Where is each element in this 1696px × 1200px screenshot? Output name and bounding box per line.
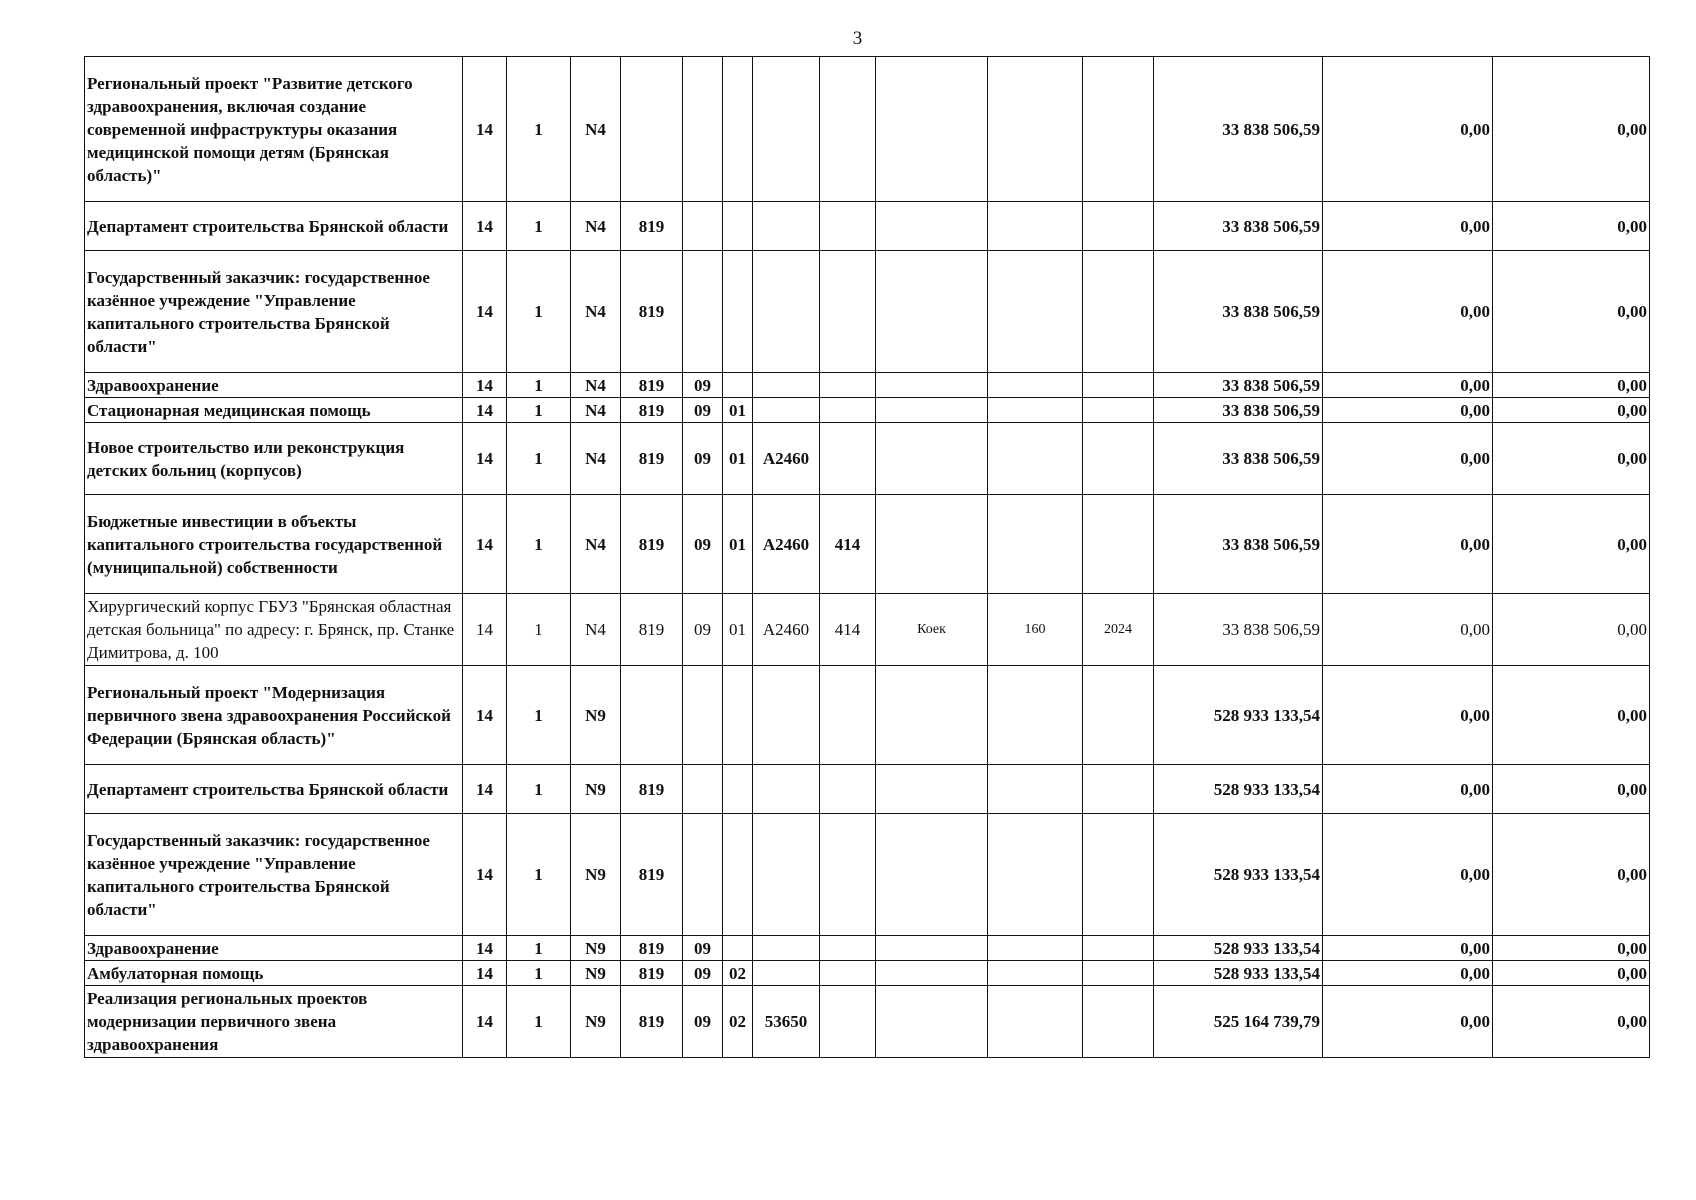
row-amount-1: 33 838 506,59 xyxy=(1154,202,1323,251)
row-name: Региональный проект "Модернизация первичного звена здравоохранения Российской Федерации (Брянская область)" xyxy=(85,666,463,765)
row-capacity xyxy=(988,57,1083,202)
row-unit xyxy=(876,986,988,1058)
row-name: Реализация региональных проектов модернизации первичного звена здравоохранения xyxy=(85,986,463,1058)
row-year xyxy=(1083,57,1154,202)
row-code-4: 819 xyxy=(621,495,683,594)
row-code-2: 1 xyxy=(507,495,571,594)
table-row xyxy=(85,666,1650,765)
row-code-8 xyxy=(820,251,876,373)
row-amount-1: 33 838 506,59 xyxy=(1154,594,1323,666)
row-unit xyxy=(876,398,988,423)
row-code-2: 1 xyxy=(507,423,571,495)
row-unit xyxy=(876,202,988,251)
row-amount-3: 0,00 xyxy=(1493,961,1650,986)
row-code-2: 1 xyxy=(507,57,571,202)
row-unit xyxy=(876,765,988,814)
row-year xyxy=(1083,251,1154,373)
row-code-7 xyxy=(753,765,820,814)
table-row xyxy=(85,936,1650,961)
row-code-6: 01 xyxy=(723,398,753,423)
row-code-1: 14 xyxy=(463,666,507,765)
row-code-7: А2460 xyxy=(753,495,820,594)
row-unit xyxy=(876,423,988,495)
row-name: Здравоохранение xyxy=(85,373,463,398)
table-row xyxy=(85,57,1650,202)
row-amount-2: 0,00 xyxy=(1323,765,1493,814)
row-code-1: 14 xyxy=(463,57,507,202)
row-code-8 xyxy=(820,936,876,961)
row-amount-1: 33 838 506,59 xyxy=(1154,373,1323,398)
row-amount-2: 0,00 xyxy=(1323,666,1493,765)
table-row xyxy=(85,814,1650,936)
row-amount-1: 33 838 506,59 xyxy=(1154,423,1323,495)
table-row xyxy=(85,398,1650,423)
row-amount-2: 0,00 xyxy=(1323,495,1493,594)
table-row xyxy=(85,986,1650,1058)
row-code-6: 02 xyxy=(723,961,753,986)
row-code-3: N4 xyxy=(571,202,621,251)
row-code-8 xyxy=(820,666,876,765)
row-code-6: 01 xyxy=(723,594,753,666)
row-code-3: N4 xyxy=(571,398,621,423)
row-code-4 xyxy=(621,57,683,202)
row-code-5 xyxy=(683,251,723,373)
row-code-6 xyxy=(723,373,753,398)
row-code-7: А2460 xyxy=(753,594,820,666)
row-unit xyxy=(876,373,988,398)
row-amount-1: 528 933 133,54 xyxy=(1154,961,1323,986)
table-row xyxy=(85,765,1650,814)
row-code-4: 819 xyxy=(621,765,683,814)
row-code-1: 14 xyxy=(463,986,507,1058)
row-code-7 xyxy=(753,961,820,986)
row-amount-3: 0,00 xyxy=(1493,423,1650,495)
row-unit xyxy=(876,57,988,202)
row-year xyxy=(1083,202,1154,251)
row-code-5 xyxy=(683,765,723,814)
row-code-5: 09 xyxy=(683,495,723,594)
row-code-1: 14 xyxy=(463,814,507,936)
row-code-4: 819 xyxy=(621,251,683,373)
row-amount-1: 33 838 506,59 xyxy=(1154,495,1323,594)
table-row xyxy=(85,594,1650,666)
row-unit xyxy=(876,936,988,961)
row-amount-1: 33 838 506,59 xyxy=(1154,251,1323,373)
row-name: Амбулаторная помощь xyxy=(85,961,463,986)
row-name: Здравоохранение xyxy=(85,936,463,961)
row-name: Региональный проект "Развитие детского здравоохранения, включая создание современной инфраструктуры оказания медицинской помощи детям (Брянская область)" xyxy=(85,57,463,202)
row-code-7 xyxy=(753,57,820,202)
row-code-8 xyxy=(820,423,876,495)
row-code-2: 1 xyxy=(507,202,571,251)
row-unit: Коек xyxy=(876,594,988,666)
row-code-3: N4 xyxy=(571,495,621,594)
table-row xyxy=(85,961,1650,986)
row-amount-2: 0,00 xyxy=(1323,814,1493,936)
row-code-6 xyxy=(723,814,753,936)
row-amount-3: 0,00 xyxy=(1493,202,1650,251)
row-code-4: 819 xyxy=(621,986,683,1058)
row-amount-3: 0,00 xyxy=(1493,986,1650,1058)
row-code-3: N9 xyxy=(571,986,621,1058)
row-code-7 xyxy=(753,936,820,961)
row-code-4: 819 xyxy=(621,398,683,423)
row-capacity xyxy=(988,423,1083,495)
row-code-1: 14 xyxy=(463,251,507,373)
row-code-6: 02 xyxy=(723,986,753,1058)
row-unit xyxy=(876,666,988,765)
row-code-8 xyxy=(820,398,876,423)
row-code-5 xyxy=(683,57,723,202)
row-year xyxy=(1083,666,1154,765)
row-amount-1: 528 933 133,54 xyxy=(1154,936,1323,961)
row-code-5: 09 xyxy=(683,986,723,1058)
row-code-1: 14 xyxy=(463,936,507,961)
row-year: 2024 xyxy=(1083,594,1154,666)
row-code-2: 1 xyxy=(507,814,571,936)
row-code-2: 1 xyxy=(507,398,571,423)
row-capacity: 160 xyxy=(988,594,1083,666)
row-name: Хирургический корпус ГБУЗ "Брянская областная детская больница" по адресу: г. Брянск, пр. Станке Димитрова, д. 100 xyxy=(85,594,463,666)
row-code-5 xyxy=(683,202,723,251)
row-amount-2: 0,00 xyxy=(1323,57,1493,202)
row-amount-3: 0,00 xyxy=(1493,765,1650,814)
row-amount-2: 0,00 xyxy=(1323,251,1493,373)
row-code-8 xyxy=(820,961,876,986)
row-unit xyxy=(876,814,988,936)
row-year xyxy=(1083,495,1154,594)
row-code-5: 09 xyxy=(683,373,723,398)
row-code-5: 09 xyxy=(683,398,723,423)
row-amount-2: 0,00 xyxy=(1323,961,1493,986)
row-code-3: N4 xyxy=(571,594,621,666)
row-amount-2: 0,00 xyxy=(1323,594,1493,666)
row-name: Бюджетные инвестиции в объекты капитального строительства государственной (муниципальной) собственности xyxy=(85,495,463,594)
row-capacity xyxy=(988,814,1083,936)
row-code-2: 1 xyxy=(507,765,571,814)
budget-table xyxy=(84,56,1650,1058)
page-number: 3 xyxy=(852,28,863,49)
table-row xyxy=(85,495,1650,594)
row-amount-2: 0,00 xyxy=(1323,398,1493,423)
row-code-7: 53650 xyxy=(753,986,820,1058)
row-code-8 xyxy=(820,986,876,1058)
row-year xyxy=(1083,765,1154,814)
row-code-8 xyxy=(820,57,876,202)
row-code-3: N9 xyxy=(571,961,621,986)
row-code-2: 1 xyxy=(507,961,571,986)
row-code-1: 14 xyxy=(463,594,507,666)
row-code-3: N9 xyxy=(571,666,621,765)
row-amount-3: 0,00 xyxy=(1493,666,1650,765)
row-code-2: 1 xyxy=(507,936,571,961)
row-code-7 xyxy=(753,251,820,373)
row-code-8: 414 xyxy=(820,495,876,594)
row-amount-3: 0,00 xyxy=(1493,495,1650,594)
row-code-3: N4 xyxy=(571,373,621,398)
row-code-7: А2460 xyxy=(753,423,820,495)
row-code-6 xyxy=(723,251,753,373)
table-row xyxy=(85,423,1650,495)
row-code-6: 01 xyxy=(723,423,753,495)
row-amount-2: 0,00 xyxy=(1323,423,1493,495)
row-code-4: 819 xyxy=(621,373,683,398)
row-code-4: 819 xyxy=(621,814,683,936)
row-code-2: 1 xyxy=(507,666,571,765)
row-amount-1: 528 933 133,54 xyxy=(1154,814,1323,936)
row-amount-3: 0,00 xyxy=(1493,57,1650,202)
row-code-6 xyxy=(723,202,753,251)
row-year xyxy=(1083,936,1154,961)
row-name: Департамент строительства Брянской области xyxy=(85,765,463,814)
row-code-4: 819 xyxy=(621,423,683,495)
row-amount-3: 0,00 xyxy=(1493,814,1650,936)
row-code-1: 14 xyxy=(463,961,507,986)
row-unit xyxy=(876,495,988,594)
row-year xyxy=(1083,398,1154,423)
row-code-7 xyxy=(753,202,820,251)
row-code-3: N4 xyxy=(571,57,621,202)
row-code-1: 14 xyxy=(463,202,507,251)
row-amount-1: 525 164 739,79 xyxy=(1154,986,1323,1058)
row-code-6: 01 xyxy=(723,495,753,594)
row-code-4 xyxy=(621,666,683,765)
row-code-6 xyxy=(723,57,753,202)
row-code-6 xyxy=(723,765,753,814)
row-code-3: N9 xyxy=(571,765,621,814)
row-code-2: 1 xyxy=(507,373,571,398)
row-capacity xyxy=(988,251,1083,373)
row-code-7 xyxy=(753,814,820,936)
row-name: Стационарная медицинская помощь xyxy=(85,398,463,423)
row-amount-3: 0,00 xyxy=(1493,594,1650,666)
row-code-1: 14 xyxy=(463,765,507,814)
row-code-7 xyxy=(753,373,820,398)
row-code-1: 14 xyxy=(463,495,507,594)
row-year xyxy=(1083,814,1154,936)
row-year xyxy=(1083,961,1154,986)
row-code-5: 09 xyxy=(683,961,723,986)
row-code-8: 414 xyxy=(820,594,876,666)
row-code-2: 1 xyxy=(507,986,571,1058)
row-code-1: 14 xyxy=(463,398,507,423)
row-amount-2: 0,00 xyxy=(1323,986,1493,1058)
table-row xyxy=(85,373,1650,398)
row-year xyxy=(1083,423,1154,495)
row-name: Государственный заказчик: государственное казённое учреждение "Управление капитального строительства Брянской области" xyxy=(85,251,463,373)
row-amount-3: 0,00 xyxy=(1493,936,1650,961)
row-amount-2: 0,00 xyxy=(1323,202,1493,251)
row-code-1: 14 xyxy=(463,373,507,398)
row-code-8 xyxy=(820,765,876,814)
row-unit xyxy=(876,251,988,373)
row-unit xyxy=(876,961,988,986)
row-code-5: 09 xyxy=(683,936,723,961)
row-code-4: 819 xyxy=(621,936,683,961)
row-amount-1: 33 838 506,59 xyxy=(1154,57,1323,202)
row-code-2: 1 xyxy=(507,251,571,373)
row-code-8 xyxy=(820,814,876,936)
row-code-3: N9 xyxy=(571,936,621,961)
row-amount-1: 528 933 133,54 xyxy=(1154,765,1323,814)
row-year xyxy=(1083,373,1154,398)
row-code-5 xyxy=(683,666,723,765)
row-amount-2: 0,00 xyxy=(1323,373,1493,398)
row-code-7 xyxy=(753,666,820,765)
row-code-2: 1 xyxy=(507,594,571,666)
row-name: Департамент строительства Брянской области xyxy=(85,202,463,251)
row-amount-3: 0,00 xyxy=(1493,373,1650,398)
row-code-5: 09 xyxy=(683,423,723,495)
row-amount-3: 0,00 xyxy=(1493,398,1650,423)
row-capacity xyxy=(988,495,1083,594)
table-row xyxy=(85,251,1650,373)
row-code-3: N4 xyxy=(571,423,621,495)
table-row xyxy=(85,202,1650,251)
row-capacity xyxy=(988,765,1083,814)
row-name: Государственный заказчик: государственное казённое учреждение "Управление капитального строительства Брянской области" xyxy=(85,814,463,936)
row-code-3: N4 xyxy=(571,251,621,373)
row-amount-2: 0,00 xyxy=(1323,936,1493,961)
row-amount-1: 33 838 506,59 xyxy=(1154,398,1323,423)
row-capacity xyxy=(988,666,1083,765)
row-capacity xyxy=(988,936,1083,961)
row-name: Новое строительство или реконструкция детских больниц (корпусов) xyxy=(85,423,463,495)
row-capacity xyxy=(988,202,1083,251)
row-code-4: 819 xyxy=(621,202,683,251)
row-code-5: 09 xyxy=(683,594,723,666)
row-amount-3: 0,00 xyxy=(1493,251,1650,373)
row-code-8 xyxy=(820,202,876,251)
row-capacity xyxy=(988,986,1083,1058)
row-year xyxy=(1083,986,1154,1058)
row-code-8 xyxy=(820,373,876,398)
row-capacity xyxy=(988,373,1083,398)
row-capacity xyxy=(988,398,1083,423)
row-code-4: 819 xyxy=(621,961,683,986)
row-code-1: 14 xyxy=(463,423,507,495)
row-amount-1: 528 933 133,54 xyxy=(1154,666,1323,765)
row-code-6 xyxy=(723,666,753,765)
row-code-5 xyxy=(683,814,723,936)
row-code-4: 819 xyxy=(621,594,683,666)
row-code-6 xyxy=(723,936,753,961)
row-code-3: N9 xyxy=(571,814,621,936)
row-capacity xyxy=(988,961,1083,986)
row-code-7 xyxy=(753,398,820,423)
